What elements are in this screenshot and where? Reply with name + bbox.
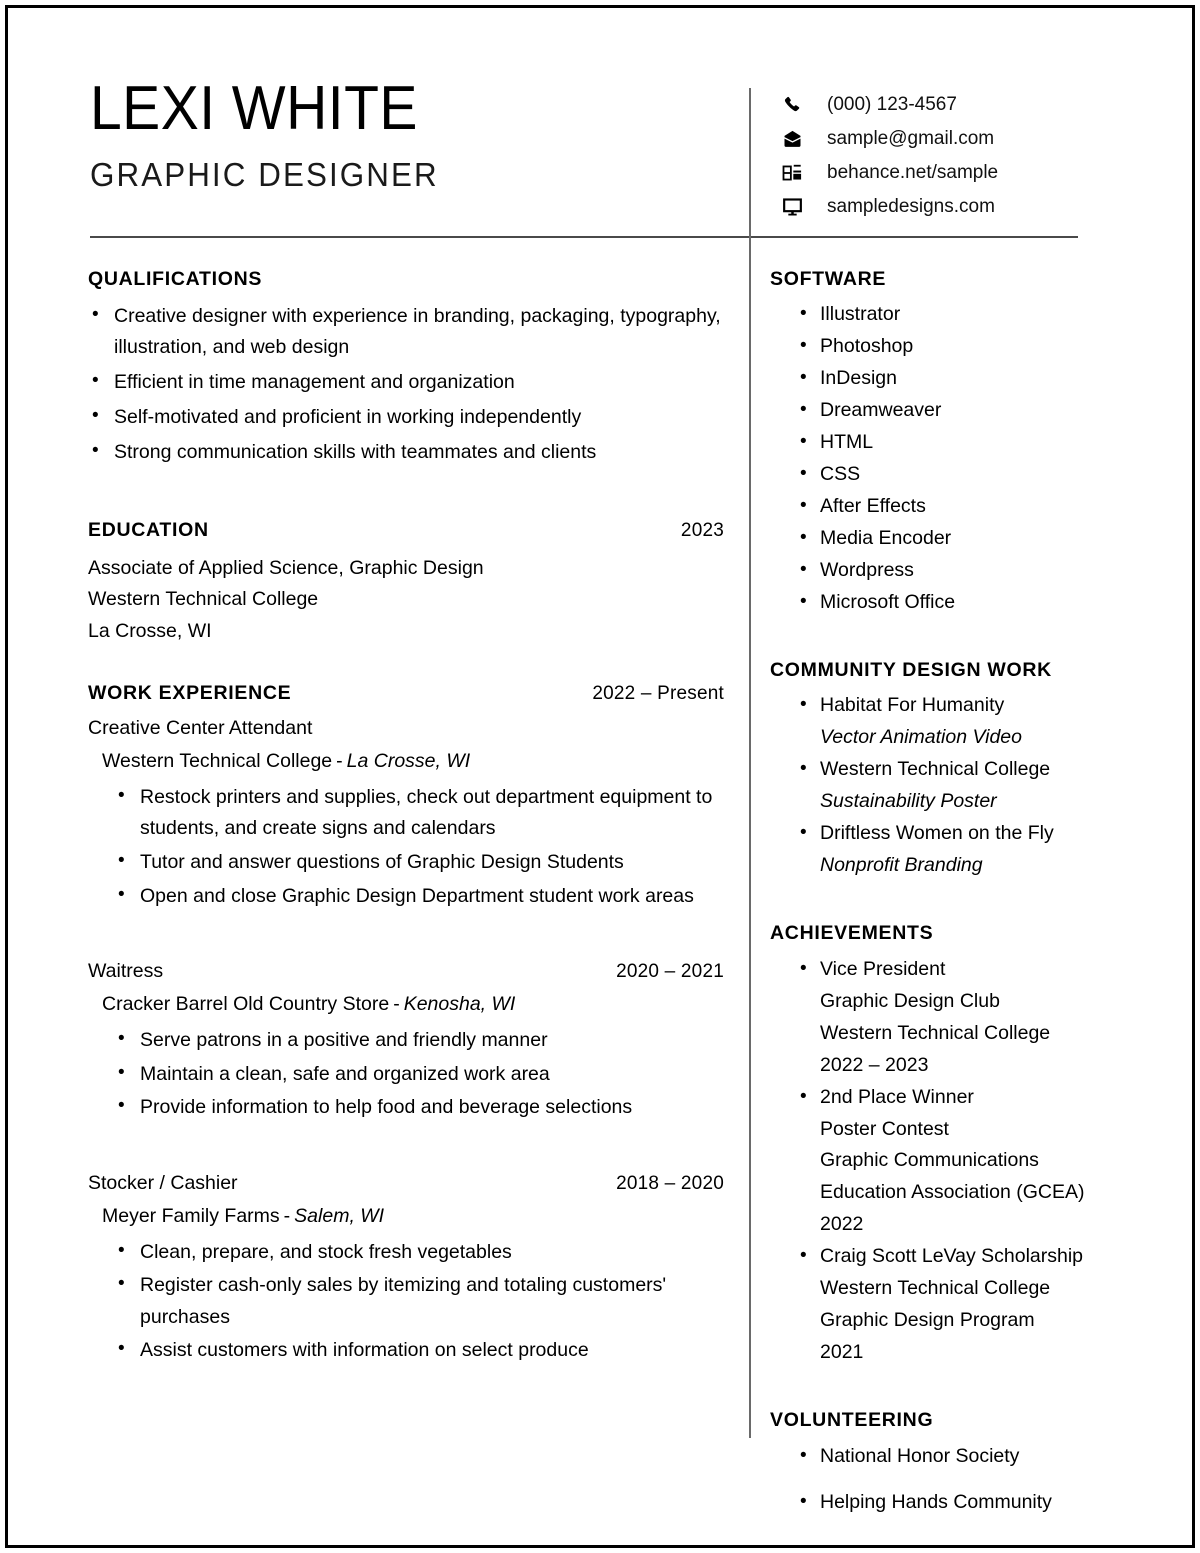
community-item-subtitle: Sustainability Poster xyxy=(820,790,997,813)
community-item-subtitle: Nonprofit Branding xyxy=(820,854,983,877)
list-item: • Wordpress xyxy=(798,555,1100,587)
volunteering-heading: VOLUNTEERING xyxy=(770,1409,934,1432)
column-divider xyxy=(749,88,751,1438)
section-community-design-work xyxy=(770,659,1100,882)
job-date: 2020 – 2021 xyxy=(616,961,724,983)
job-bullet-list xyxy=(88,1237,724,1367)
job-org-location xyxy=(102,746,724,778)
list-item xyxy=(798,690,1100,754)
achievement-line: 2021 xyxy=(820,1341,864,1364)
job-org: Cracker Barrel Old Country Store xyxy=(102,993,390,1016)
achievement-line: Poster Contest xyxy=(820,1117,949,1140)
contact-behance[interactable] xyxy=(782,156,1082,190)
list-item: • Assist customers with information on select produce xyxy=(112,1335,724,1367)
job-org: Meyer Family Farms xyxy=(102,1204,280,1227)
list-item: • National Honor Society xyxy=(798,1441,1100,1473)
contact-phone-text: (000) 123-4567 xyxy=(827,94,957,115)
spacer xyxy=(88,914,724,948)
job-location: Salem, WI xyxy=(294,1204,385,1227)
community-design-work-list xyxy=(770,690,1100,882)
list-item: • InDesign xyxy=(798,363,1100,395)
list-item: • Microsoft Office xyxy=(798,587,1100,619)
behance-icon xyxy=(782,164,812,182)
achievement-line: Education Association (GCEA) xyxy=(820,1181,1085,1204)
list-item: • Photoshop xyxy=(798,331,1100,363)
list-item xyxy=(798,954,1100,1082)
achievement-line: 2022 xyxy=(820,1213,864,1236)
contact-behance-text: behance.net/sample xyxy=(827,162,999,183)
left-column xyxy=(88,268,724,1369)
list-item: • Tutor and answer questions of Graphic Design Students xyxy=(112,847,724,879)
spacer xyxy=(88,648,724,682)
section-volunteering xyxy=(770,1409,1100,1518)
email-icon xyxy=(782,129,812,149)
right-column xyxy=(770,268,1100,1519)
list-item xyxy=(798,1082,1100,1242)
spacer xyxy=(770,1369,1100,1409)
contact-website[interactable] xyxy=(782,190,1082,224)
list-item xyxy=(798,818,1100,882)
list-item: • Maintain a clean, safe and organized work area xyxy=(112,1059,724,1091)
job-separator: - xyxy=(336,750,343,773)
qualifications-heading: QUALIFICATIONS xyxy=(88,268,263,290)
qualifications-list xyxy=(88,301,724,467)
job-org: Western Technical College xyxy=(102,750,333,773)
job-org-location xyxy=(102,1201,724,1233)
job-org-location xyxy=(102,989,724,1021)
job-bullet-list xyxy=(88,782,724,912)
list-item: • Clean, prepare, and stock fresh vegetables xyxy=(112,1237,724,1269)
list-item: • Strong communication skills with teammates and clients xyxy=(88,437,724,468)
job-entry xyxy=(88,1170,724,1367)
list-item: • Self-motivated and proficient in working independently xyxy=(88,402,724,433)
spacer xyxy=(88,1126,724,1160)
list-item: • Dreamweaver xyxy=(798,395,1100,427)
achievement-line: Graphic Communications xyxy=(820,1149,1039,1172)
achievement-line: Graphic Design Club xyxy=(820,989,1000,1012)
volunteering-list xyxy=(770,1441,1100,1519)
list-item: • Serve patrons in a positive and friendly manner xyxy=(112,1025,724,1057)
community-item-title: • Driftless Women on the Fly xyxy=(820,822,1054,845)
list-item: • Register cash-only sales by itemizing and totaling customers' purchases xyxy=(112,1270,724,1333)
section-qualifications xyxy=(88,268,724,467)
education-location: La Crosse, WI xyxy=(88,619,212,642)
list-item: • Media Encoder xyxy=(798,523,1100,555)
phone-icon xyxy=(782,95,812,115)
spacer xyxy=(88,471,724,519)
software-list xyxy=(770,299,1100,619)
contact-list xyxy=(782,88,1082,224)
job-separator: - xyxy=(283,1204,291,1227)
section-education xyxy=(88,519,724,647)
community-item-title: • Western Technical College xyxy=(820,758,1051,781)
achievement-line: Western Technical College xyxy=(820,1277,1051,1300)
list-item: • CSS xyxy=(798,459,1100,491)
achievement-line: • Craig Scott LeVay Scholarship xyxy=(820,1245,1084,1268)
education-heading: EDUCATION xyxy=(88,519,209,542)
achievement-line: Western Technical College xyxy=(820,1021,1051,1044)
list-item: • Open and close Graphic Design Department student work areas xyxy=(112,881,724,913)
contact-phone[interactable] xyxy=(782,88,1082,122)
job-location: La Crosse, WI xyxy=(346,750,471,773)
work-experience-date: 2022 – Present xyxy=(592,682,724,704)
monitor-icon xyxy=(782,197,812,217)
job-role: Creative Center Attendant xyxy=(88,716,313,739)
list-item: • HTML xyxy=(798,427,1100,459)
list-item: • Provide information to help food and beverage selections xyxy=(112,1092,724,1124)
section-work-experience xyxy=(88,682,724,1367)
list-item xyxy=(798,1241,1100,1369)
software-heading: SOFTWARE xyxy=(770,268,887,290)
job-date: 2018 – 2020 xyxy=(616,1172,724,1194)
section-software xyxy=(770,268,1100,619)
list-item: • Creative designer with experience in branding, packaging, typography, illustration, and web design xyxy=(88,301,724,363)
contact-email[interactable] xyxy=(782,122,1082,156)
achievements-list xyxy=(770,954,1100,1370)
spacer xyxy=(770,619,1100,659)
list-item xyxy=(798,754,1100,818)
achievements-heading: ACHIEVEMENTS xyxy=(770,922,934,945)
community-item-title: • Habitat For Humanity xyxy=(820,694,1005,717)
header-divider xyxy=(90,236,1078,238)
list-item: • Efficient in time management and organization xyxy=(88,367,724,398)
job-bullet-list xyxy=(88,1025,724,1124)
work-experience-heading: WORK EXPERIENCE xyxy=(88,681,292,704)
candidate-job-title: GRAPHIC DESIGNER xyxy=(90,156,439,193)
job-role: Waitress xyxy=(88,960,164,983)
achievement-line: 2022 – 2023 xyxy=(820,1053,929,1076)
job-separator: - xyxy=(393,993,400,1016)
education-date: 2023 xyxy=(680,520,724,542)
candidate-name: LEXI WHITE xyxy=(90,74,418,143)
job-entry xyxy=(88,715,724,912)
job-role: Stocker / Cashier xyxy=(88,1171,238,1194)
contact-email-text: sample@gmail.com xyxy=(827,128,995,149)
achievement-line: Graphic Design Program xyxy=(820,1309,1035,1332)
section-achievements xyxy=(770,922,1100,1369)
education-school: Western Technical College xyxy=(88,588,319,611)
list-item: • Illustrator xyxy=(798,299,1100,331)
spacer xyxy=(770,882,1100,922)
job-entry xyxy=(88,958,724,1124)
achievement-line: • 2nd Place Winner xyxy=(820,1085,974,1108)
education-degree: Associate of Applied Science, Graphic Design xyxy=(88,556,484,579)
achievement-line: • Vice President xyxy=(820,957,946,980)
list-item: • After Effects xyxy=(798,491,1100,523)
community-item-subtitle: Vector Animation Video xyxy=(820,726,1022,749)
job-location: Kenosha, WI xyxy=(403,993,516,1016)
list-item: • Restock printers and supplies, check out department equipment to students, and create signs and calendars xyxy=(112,782,724,845)
community-design-work-heading: COMMUNITY DESIGN WORK xyxy=(770,659,1052,682)
contact-website-text: sampledesigns.com xyxy=(827,196,995,217)
list-item: • Helping Hands Community xyxy=(798,1487,1100,1519)
